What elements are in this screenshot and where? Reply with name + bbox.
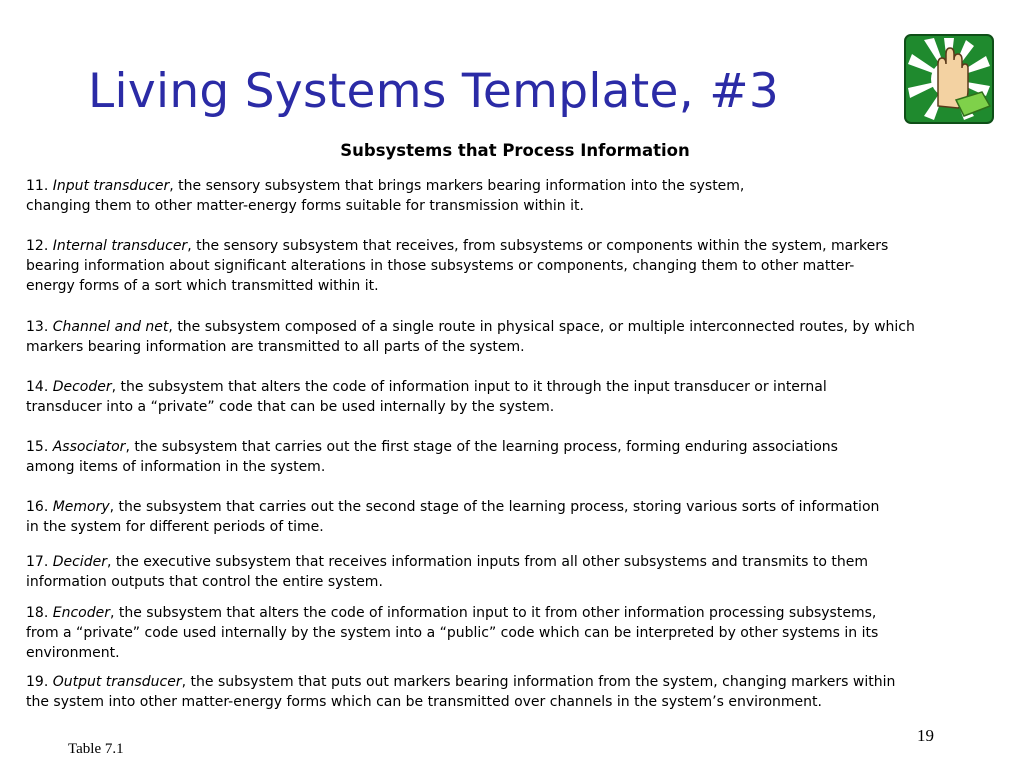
item-term: Decider bbox=[52, 554, 107, 570]
item-description: , the subsystem that alters the code of information input to it through the input transducer or internal bbox=[111, 379, 827, 395]
item-term: Input transducer bbox=[52, 178, 170, 194]
item-term: Associator bbox=[52, 439, 126, 455]
list-item bbox=[26, 236, 1018, 296]
slide-title: Living Systems Template, #3 bbox=[88, 64, 780, 119]
list-item bbox=[26, 317, 1018, 357]
item-number: 12. bbox=[26, 238, 49, 254]
item-number: 19. bbox=[26, 674, 49, 690]
item-description-line: the system into other matter-energy forms which can be transmitted over channels in the system’s environment. bbox=[26, 694, 822, 710]
item-description-line: among items of information in the system. bbox=[26, 459, 326, 475]
item-description-line: environment. bbox=[26, 645, 120, 661]
page-number: 19 bbox=[917, 726, 934, 745]
item-description-line: in the system for different periods of time. bbox=[26, 519, 324, 535]
item-description-line: from a “private” code used internally by the system into a “public” code which can be interpreted by other systems in its bbox=[26, 625, 879, 641]
item-number: 11. bbox=[26, 178, 49, 194]
item-term: Memory bbox=[52, 499, 110, 515]
item-description: , the executive subsystem that receives information inputs from all other subsystems and transmits to them bbox=[106, 554, 868, 570]
item-description: , the subsystem composed of a single route in physical space, or multiple interconnected routes, by which bbox=[168, 319, 915, 335]
item-term: Decoder bbox=[52, 379, 112, 395]
item-number: 14. bbox=[26, 379, 49, 395]
item-description: , the subsystem that puts out markers bearing information from the system, changing markers within bbox=[181, 674, 896, 690]
list-item bbox=[26, 176, 1018, 216]
item-description: , the subsystem that carries out the first stage of the learning process, forming enduring associations bbox=[125, 439, 838, 455]
list-item bbox=[26, 552, 1018, 592]
item-description-line: bearing information about significant alterations in those subsystems or components, changing them to other matter- bbox=[26, 258, 855, 274]
item-number: 13. bbox=[26, 319, 49, 335]
item-number: 18. bbox=[26, 605, 49, 621]
footer-table-label: Table 7.1 bbox=[68, 741, 124, 757]
item-description-line: energy forms of a sort which transmitted within it. bbox=[26, 278, 379, 294]
item-term: Output transducer bbox=[52, 674, 182, 690]
item-term: Encoder bbox=[52, 605, 110, 621]
list-item bbox=[26, 437, 1018, 477]
item-term: Internal transducer bbox=[52, 238, 188, 254]
item-description: , the sensory subsystem that brings markers bearing information into the system, bbox=[169, 178, 745, 194]
list-item bbox=[26, 672, 1018, 712]
stop-hand-icon bbox=[904, 34, 994, 124]
item-number: 15. bbox=[26, 439, 49, 455]
item-description: , the sensory subsystem that receives, from subsystems or components within the system, markers bbox=[187, 238, 889, 254]
item-description: , the subsystem that carries out the second stage of the learning process, storing various sorts of information bbox=[109, 499, 880, 515]
item-description-line: markers bearing information are transmitted to all parts of the system. bbox=[26, 339, 525, 355]
item-description-line: information outputs that control the entire system. bbox=[26, 574, 383, 590]
list-item bbox=[26, 377, 1018, 417]
item-description-line: transducer into a “private” code that can be used internally by the system. bbox=[26, 399, 555, 415]
item-description: , the subsystem that alters the code of information input to it from other information processing subsystems, bbox=[109, 605, 877, 621]
item-number: 17. bbox=[26, 554, 49, 570]
item-number: 16. bbox=[26, 499, 49, 515]
item-term: Channel and net bbox=[52, 319, 169, 335]
list-item bbox=[26, 603, 1018, 663]
item-description-line: changing them to other matter-energy forms suitable for transmission within it. bbox=[26, 198, 584, 214]
slide-subtitle: Subsystems that Process Information bbox=[340, 141, 690, 160]
list-item bbox=[26, 497, 1018, 537]
